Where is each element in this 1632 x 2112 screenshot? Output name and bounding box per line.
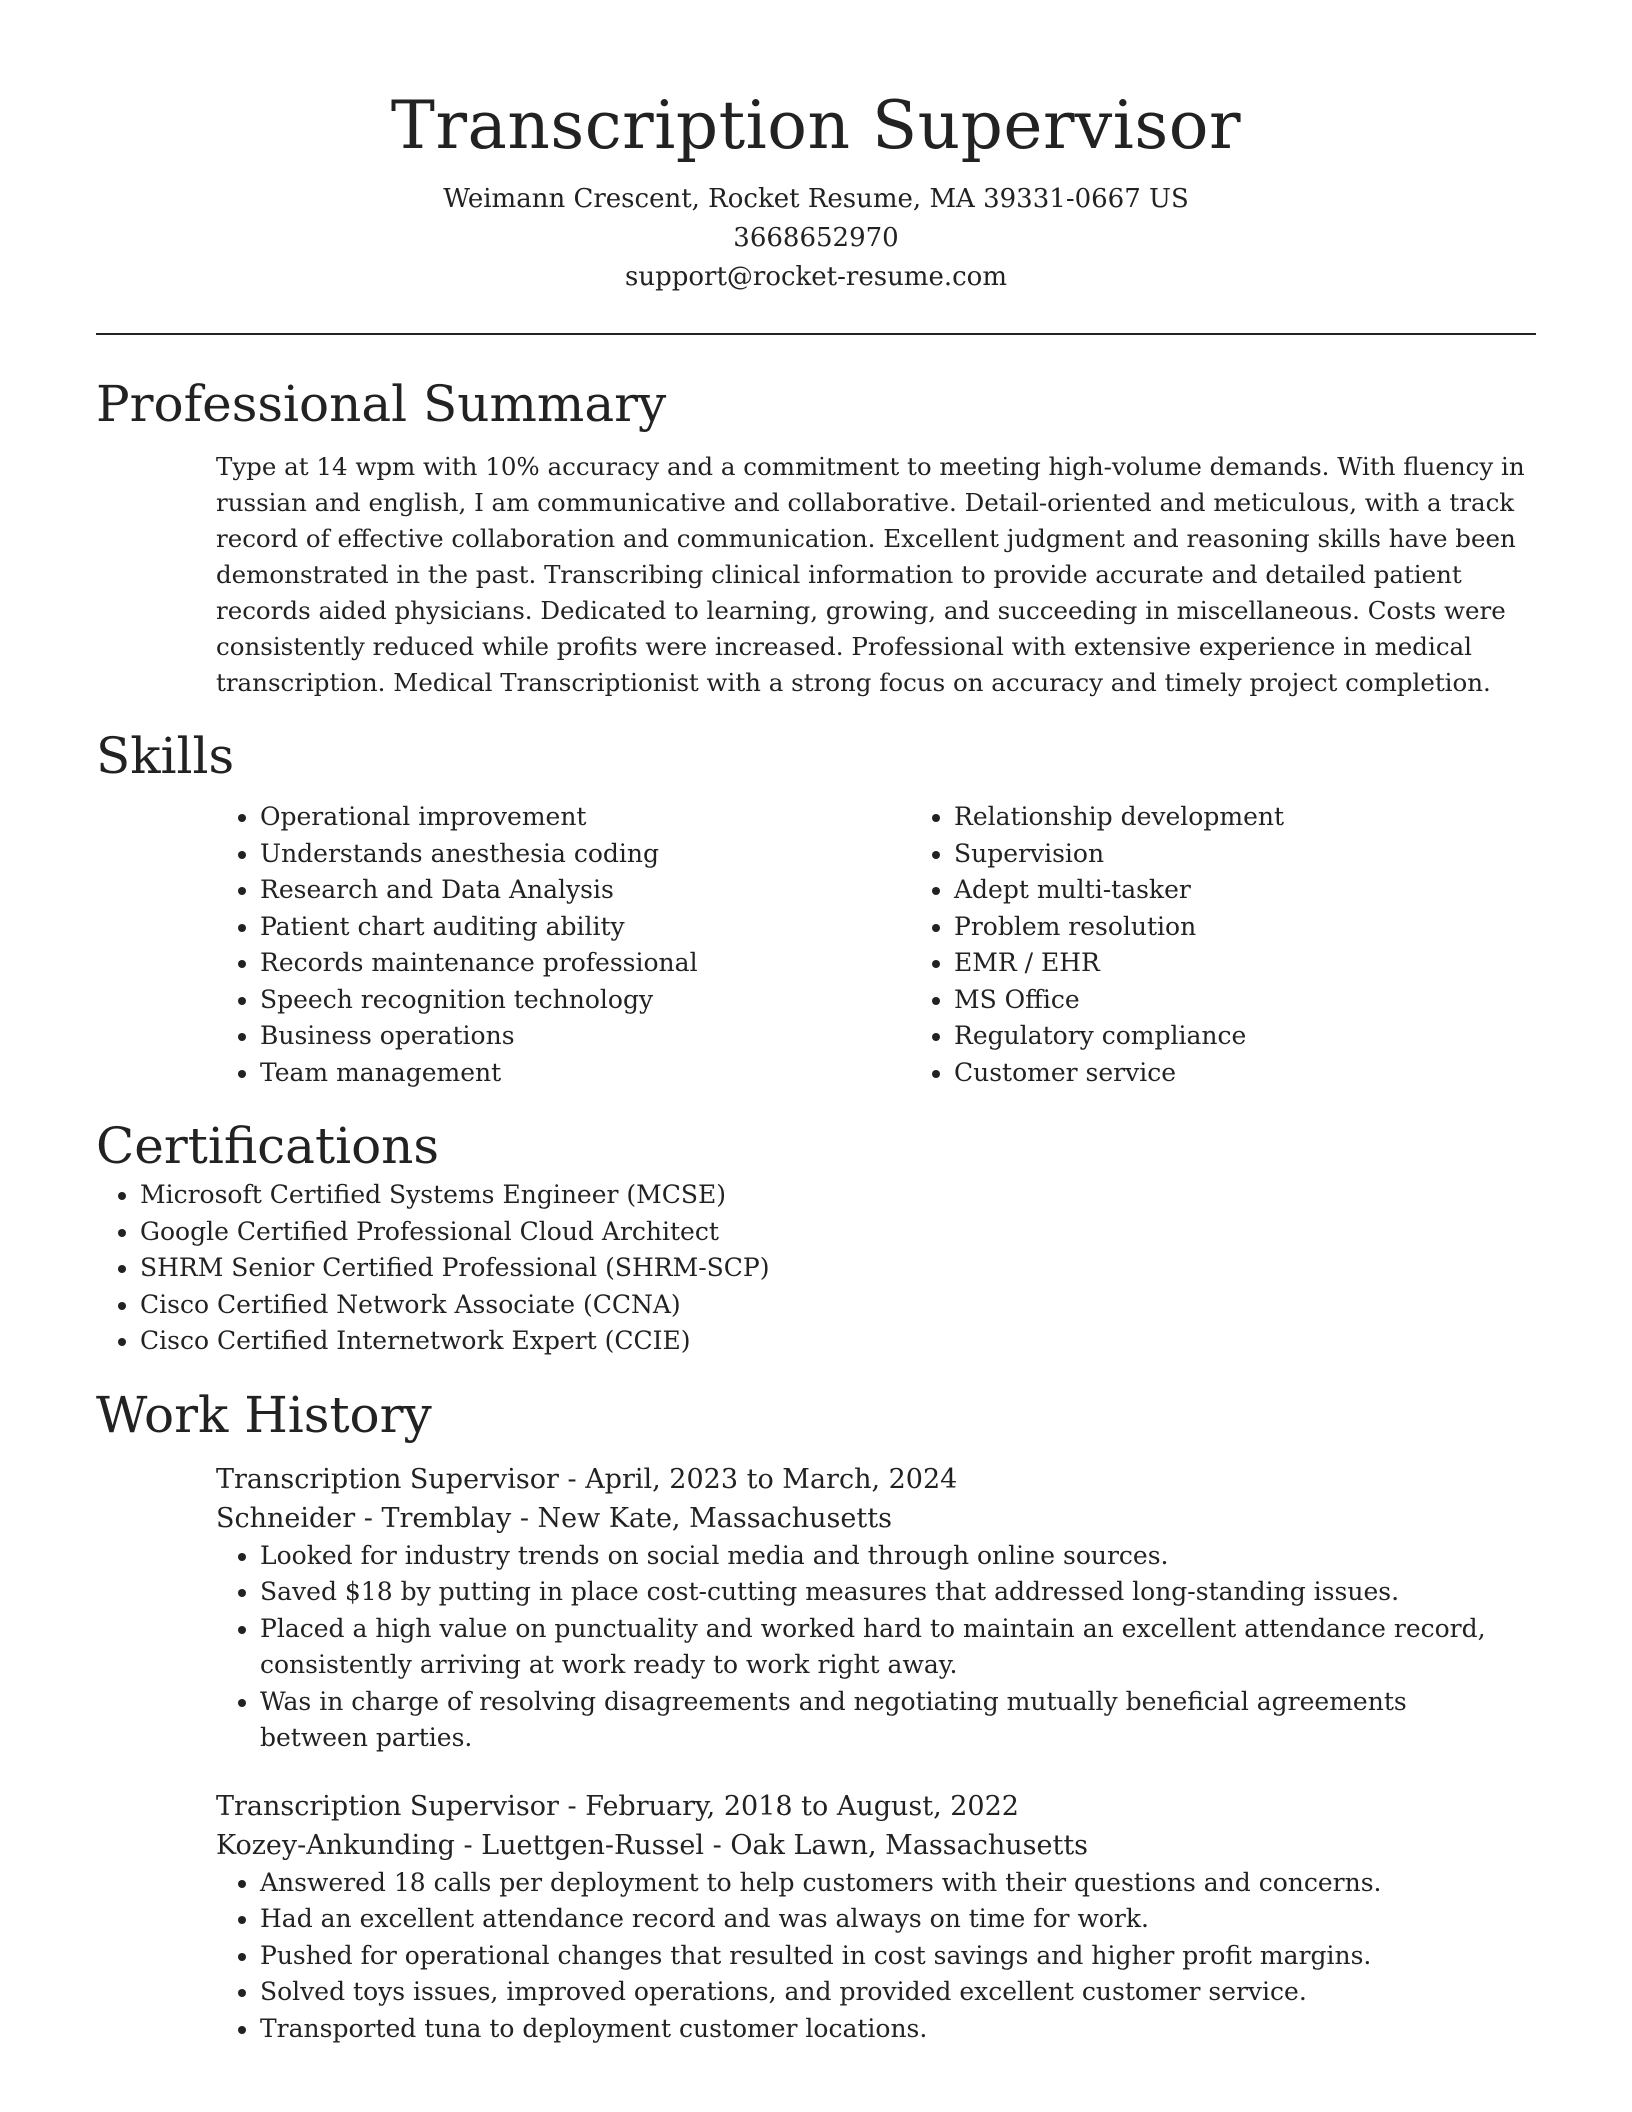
certification-item: • SHRM Senior Certified Professional (SHRM-SCP): [140, 1250, 1536, 1287]
job-position: Transcription Supervisor: [216, 1463, 559, 1495]
skill-item: • Adept multi-tasker: [954, 872, 1284, 909]
skill-item: • Team management: [260, 1055, 910, 1092]
skill-item: • Problem resolution: [954, 909, 1284, 946]
job-position: Transcription Supervisor: [216, 1790, 559, 1822]
skills-grid: [216, 799, 1536, 1091]
resume-page: [96, 0, 1536, 2047]
job-duty: • Pushed for operational changes that resulted in cost savings and higher profit margins.: [260, 1938, 1536, 1975]
summary-heading: Professional Summary: [96, 375, 667, 433]
skill-item: • Regulatory compliance: [954, 1018, 1284, 1055]
job-entry: [216, 1787, 1536, 2048]
skill-item: • Research and Data Analysis: [260, 872, 910, 909]
certifications-list: [96, 1177, 1536, 1360]
skill-item: • Records maintenance professional: [260, 945, 910, 982]
job-location: New Kate, Massachusetts: [537, 1502, 892, 1534]
work-history-heading: Work History: [96, 1385, 432, 1444]
summary-text: Type at 14 wpm with 10% accuracy and a commitment to meeting high-volume demands. With fluency in russian and english, I am communicative and collaborative. Detail-oriented and meticulous, with a track record of effective collaboration and communication. Excellent judgment and reasoning skills have been demonstrated in the past. Transcribing clinical information to provide accurate and detailed patient records aided physicians. Dedicated to learning, growing, and succeeding in miscellaneous. Costs were consistently reduced while profits were increased. Professional with extensive experience in medical transcription. Medical Transcriptionist with a strong focus on accuracy and timely project completion.: [216, 452, 1525, 697]
job-dates: February, 2018 to August, 2022: [585, 1790, 1019, 1822]
skill-item: • Understands anesthesia coding: [260, 836, 910, 873]
skill-item: • Relationship development: [954, 799, 1284, 836]
job-duty: • Saved $18 by putting in place cost-cutting measures that addressed long-standing issues.: [260, 1574, 1536, 1611]
email: support@rocket-resume.com: [624, 262, 1007, 292]
skill-item: • Operational improvement: [260, 799, 910, 836]
job-duty: • Answered 18 calls per deployment to help customers with their questions and concerns.: [260, 1865, 1536, 1902]
certification-item: • Google Certified Professional Cloud Architect: [140, 1214, 1536, 1251]
job-dates: April, 2023 to March, 2024: [585, 1463, 958, 1495]
job-duty: • Placed a high value on punctuality and worked hard to maintain an excellent attendance record, consistently arriving at work ready to work right away.: [260, 1611, 1536, 1684]
job-duties-list: [216, 1865, 1536, 2048]
skill-item: • Speech recognition technology: [260, 982, 910, 1019]
skill-item: • Business operations: [260, 1018, 910, 1055]
certification-item: • Cisco Certified Internetwork Expert (CCIE): [140, 1323, 1536, 1360]
skill-item: • MS Office: [954, 982, 1284, 1019]
skills-list-left: [216, 799, 910, 1091]
job-duty: • Transported tuna to deployment customer locations.: [260, 2011, 1536, 2048]
skill-item: • Supervision: [954, 836, 1284, 873]
phone: 3668652970: [733, 223, 899, 253]
job-duty: • Had an excellent attendance record and was always on time for work.: [260, 1901, 1536, 1938]
certifications-heading: Certifications: [96, 1117, 440, 1175]
job-title-line: Transcription Supervisor - April, 2023 to March, 2024: [216, 1463, 958, 1495]
job-duty: • Solved toys issues, improved operations, and provided excellent customer service.: [260, 1974, 1536, 2011]
job-entry: [216, 1460, 1536, 1757]
job-company-line: Kozey-Ankunding - Luettgen-Russel - Oak Lawn, Massachusetts: [216, 1829, 1089, 1861]
skill-item: • Patient chart auditing ability: [260, 909, 910, 946]
job-title-line: Transcription Supervisor - February, 2018 to August, 2022: [216, 1790, 1019, 1822]
certification-item: • Microsoft Certified Systems Engineer (MCSE): [140, 1177, 1536, 1214]
resume-header: [96, 0, 1536, 297]
address: Weimann Crescent, Rocket Resume, MA 39331-0667 US: [443, 184, 1189, 214]
skill-item: • EMR / EHR: [954, 945, 1284, 982]
header-divider: [96, 333, 1536, 335]
job-duty: • Was in charge of resolving disagreements and negotiating mutually beneficial agreements between parties.: [260, 1684, 1536, 1757]
job-location: Oak Lawn, Massachusetts: [730, 1829, 1089, 1861]
skills-heading: Skills: [96, 727, 235, 785]
job-company-line: Schneider - Tremblay - New Kate, Massachusetts: [216, 1502, 892, 1534]
skill-item: • Customer service: [954, 1055, 1284, 1092]
skills-list-right: [910, 799, 1284, 1091]
candidate-name: Transcription Supervisor: [390, 87, 1242, 164]
job-company: Schneider - Tremblay: [216, 1502, 512, 1534]
certification-item: • Cisco Certified Network Associate (CCNA): [140, 1287, 1536, 1324]
job-company: Kozey-Ankunding - Luettgen-Russel: [216, 1829, 705, 1861]
job-duty: • Looked for industry trends on social media and through online sources.: [260, 1538, 1536, 1575]
job-duties-list: [216, 1538, 1536, 1757]
